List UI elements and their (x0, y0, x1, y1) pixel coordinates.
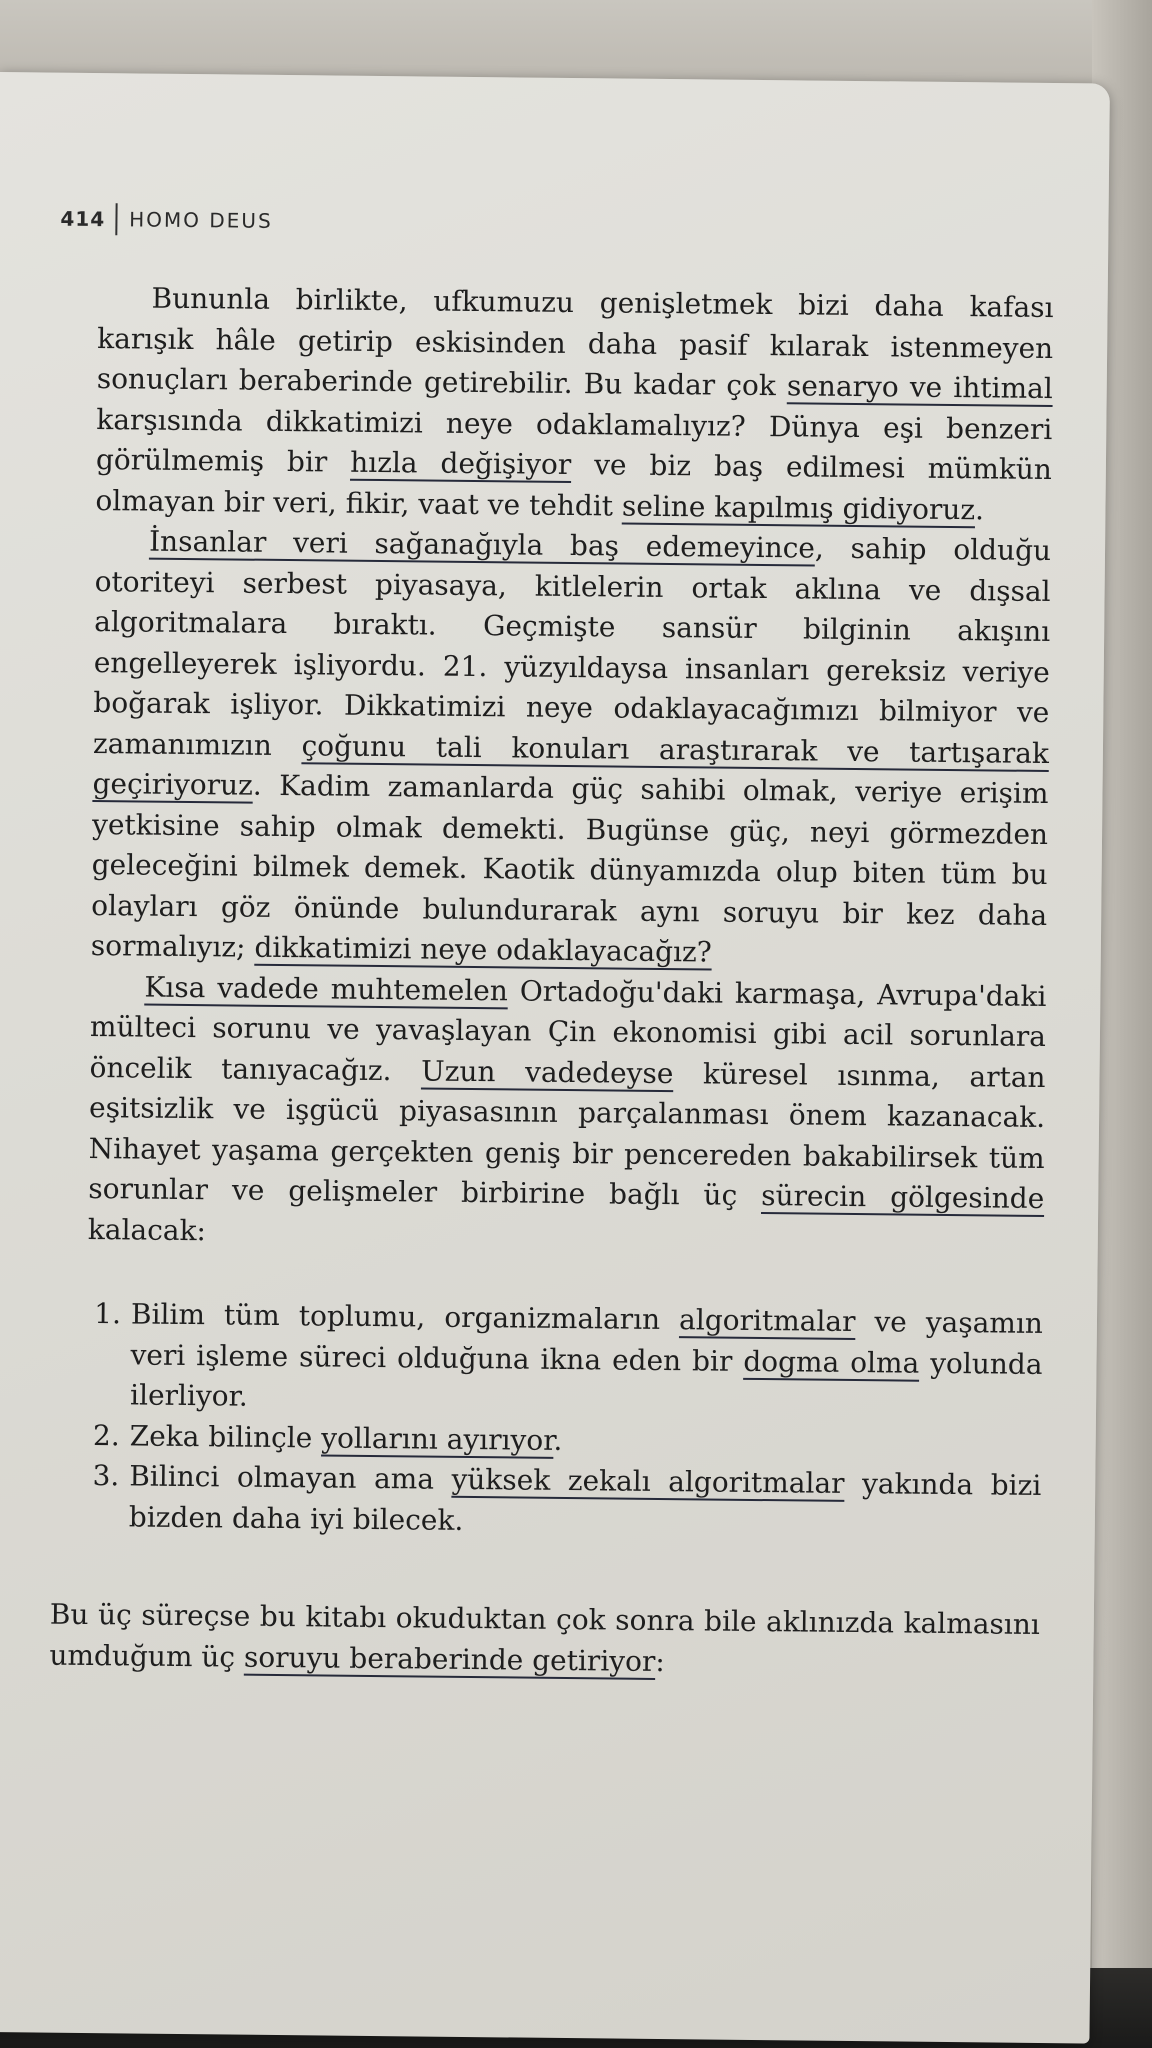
pen-underlined-text: Uzun vadedeyse (420, 1053, 674, 1090)
pen-underlined-text: Kısa vadede muhtemelen (144, 970, 509, 1007)
text-run: kalacak: (87, 1212, 207, 1247)
running-title: HOMO DEUS (129, 207, 273, 233)
text-run: . Kadim zamanlarda güç sahibi olmak, veriye erişim yetkisine sahip olmak demekti. Bugünse güç, neyi görmezden geleceğini bilmek demek. Kaotik dünyamızda olup biten tüm bu olayları göz önünde bulundurarak aynı soruyu bir kez daha sormalıyız; (90, 768, 1049, 964)
page-number: 414 (60, 206, 106, 232)
text-run: ve biz baş edilmesi mümkün olmayan bir veri, fikir, vaat ve tehdit (95, 448, 1053, 523)
book-page (0, 72, 1110, 2044)
list-number: 1. (94, 1297, 122, 1331)
text-run: Bilinci olmayan ama (129, 1459, 452, 1496)
page-header (60, 203, 273, 237)
paragraph (91, 521, 1052, 976)
closing-paragraph (49, 1595, 1040, 1686)
paragraph (88, 966, 1047, 1259)
pen-underlined-text: dikkatimizi neye odaklayacağız? (254, 930, 712, 969)
text-run: . (553, 1423, 563, 1457)
text-run: yolunda ilerliyor. (129, 1346, 1043, 1413)
text-run: : (655, 1644, 665, 1678)
text-run: ve yaşamın veri işleme süreci olduğuna ikna eden bir (130, 1305, 1044, 1378)
list-item (86, 1294, 1043, 1426)
pen-underlined-text: seline kapılmış gidiyoruz (621, 489, 976, 526)
pen-underlined-text: çoğunu tali konuları araştırarak ve tartışarak geçiriyoruz (92, 728, 1050, 802)
pen-underlined-text: algoritmalar (678, 1303, 856, 1339)
pen-underlined-text: senaryo ve ihtimal (786, 369, 1053, 406)
list-item (85, 1456, 1042, 1547)
header-divider (115, 203, 117, 235)
paragraph (95, 278, 1053, 531)
text-run: Bilim tüm toplumu, organizmaların (130, 1297, 680, 1337)
list-number: 3. (92, 1459, 120, 1493)
list-item-text (130, 1297, 1043, 1412)
pen-underlined-text: İnsanlar veri sağanağıyla baş edemeyince (148, 524, 816, 565)
text-run: Ortadoğu'daki karmaşa, Avrupa'daki mülteci sorunu ve yavaşlayan Çin ekonomisi gibi acil sorunlara öncelik tanıyacağız. (89, 973, 1047, 1087)
text-run: Zeka bilinçle (129, 1418, 322, 1454)
numbered-list (85, 1294, 1043, 1547)
text-run: . (974, 492, 985, 526)
text-run: Bununla birlikte, ufkumuzu genişletmek bizi daha kafası karışık hâle getirip eskisinden daha pasif kılarak istenmeyen sonuçları beraberinde getirebilir. Bu kadar çok (96, 281, 1054, 403)
pen-underlined-text: yollarını ayırıyor (321, 1420, 554, 1457)
text-run: yakında bizi bizden daha iyi bilecek. (128, 1466, 1042, 1537)
text-run: küresel ısınma, artan eşitsizlik ve işgücü piyasasının parçalanması önem kazanacak. Nihayet yaşama gerçekten geniş bir pencereden bakabilirsek tüm sorunlar ve gelişmeler birbirine bağlı üç (88, 1056, 1046, 1213)
pen-underlined-text: sürecin gölgesinde (761, 1179, 1045, 1215)
pen-underlined-text: dogma olma (743, 1344, 920, 1380)
text-run: , sahip olduğu otoriteyi serbest piyasaya, kitlelerin ortak aklına ve dışsal algoritmalara bıraktı. Geçmişte sansür bilginin akışını engelleyerek işliyordu. 21. yüzyıldaysa insanları gereksiz veriye boğarak işliyor. Dikkatimizi neye odaklayacağımızı bilmiyor ve zamanımızın (92, 531, 1052, 762)
pen-underlined-text: soruyu beraberinde getiriyor (243, 1640, 656, 1678)
pen-underlined-text: hızla değişiyor (350, 445, 572, 482)
pen-underlined-text: yüksek zekalı algoritmalar (451, 1462, 845, 1500)
list-item-text (130, 1419, 563, 1457)
list-number: 2. (92, 1418, 120, 1452)
body-text (49, 278, 1054, 1686)
list-item-text (129, 1459, 1042, 1536)
text-run: karşısında dikkatimizi neye odaklamalıyız? Dünya eşi benzeri görülmemiş bir (95, 402, 1053, 479)
text-run: Bu üç süreçse bu kitabı okuduktan çok sonra bile aklınızda kalmasını umduğum üç (49, 1597, 1040, 1674)
